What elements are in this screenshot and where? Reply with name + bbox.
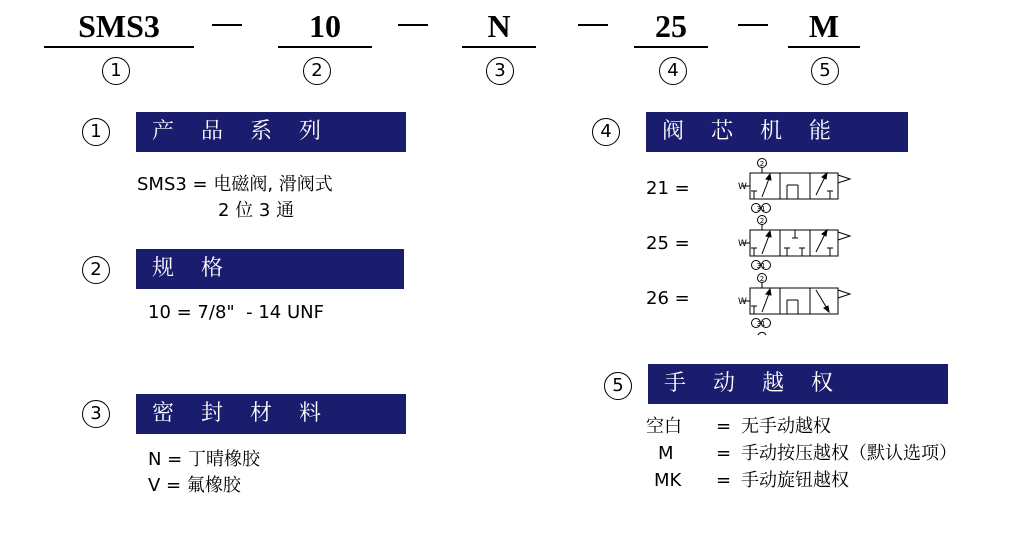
section-2-header: 规 格 [136,249,404,289]
code-dash [212,24,242,26]
code-index-5: 5 [811,57,839,85]
svg-text:W: W [738,182,747,192]
section-3-line-1: N = 丁晴橡胶 [148,449,260,470]
code-part-override: M [788,8,860,48]
section-2-number: 2 [82,256,110,284]
valve-symbol-25 [732,214,852,272]
section-1-line-2: 2 位 3 通 [218,200,295,221]
svg-text:31: 31 [756,320,766,328]
section-2-line-1: 10 = 7/8" - 14 UNF [148,302,324,323]
spool-option-21-code: 21 = [646,178,690,199]
section-4-header: 阀 芯 机 能 [646,112,908,152]
valve-symbol-26 [732,272,852,336]
override-row-3-eq: = [716,470,732,491]
section-4-number: 4 [592,118,620,146]
section-1-number: 1 [82,118,110,146]
override-row-3-key: MK [654,470,682,491]
code-part-spool: 25 [634,8,708,48]
section-3-line-2: V = 氟橡胶 [148,475,241,496]
code-index-1: 1 [102,57,130,85]
section-5-header: 手 动 越 权 [648,364,948,404]
code-dash [398,24,428,26]
valve-symbol-21 [732,157,852,215]
override-row-2-key: M [658,443,674,464]
spool-option-26-code: 26 = [646,288,690,309]
code-part-seal: N [462,8,536,48]
code-dash [738,24,768,26]
code-index-4: 4 [659,57,687,85]
section-1-line-1: SMS3 = 电磁阀, 滑阀式 [137,174,333,195]
code-index-2: 2 [303,57,331,85]
code-dash [578,24,608,26]
svg-text:W: W [738,297,747,307]
override-row-2-val: 手动按压越权（默认选项） [741,443,957,464]
section-3-header: 密 封 材 料 [136,394,406,434]
override-row-2-eq: = [716,443,732,464]
svg-text:W: W [738,239,747,249]
override-row-1-key: 空白 [646,416,682,437]
code-index-3: 3 [486,57,514,85]
svg-text:31: 31 [756,262,766,270]
override-row-3-val: 手动旋钮越权 [741,470,849,491]
svg-text:2: 2 [759,217,765,225]
section-3-number: 3 [82,400,110,428]
section-5-number: 5 [604,372,632,400]
code-part-series: SMS3 [44,8,194,48]
section-1-header: 产 品 系 列 [136,112,406,152]
spool-option-25-code: 25 = [646,233,690,254]
override-row-1-eq: = [716,416,732,437]
svg-text:2: 2 [759,275,765,283]
override-row-1-val: 无手动越权 [741,416,831,437]
code-part-size: 10 [278,8,372,48]
svg-text:31: 31 [756,205,766,213]
svg-text:2: 2 [759,160,765,168]
